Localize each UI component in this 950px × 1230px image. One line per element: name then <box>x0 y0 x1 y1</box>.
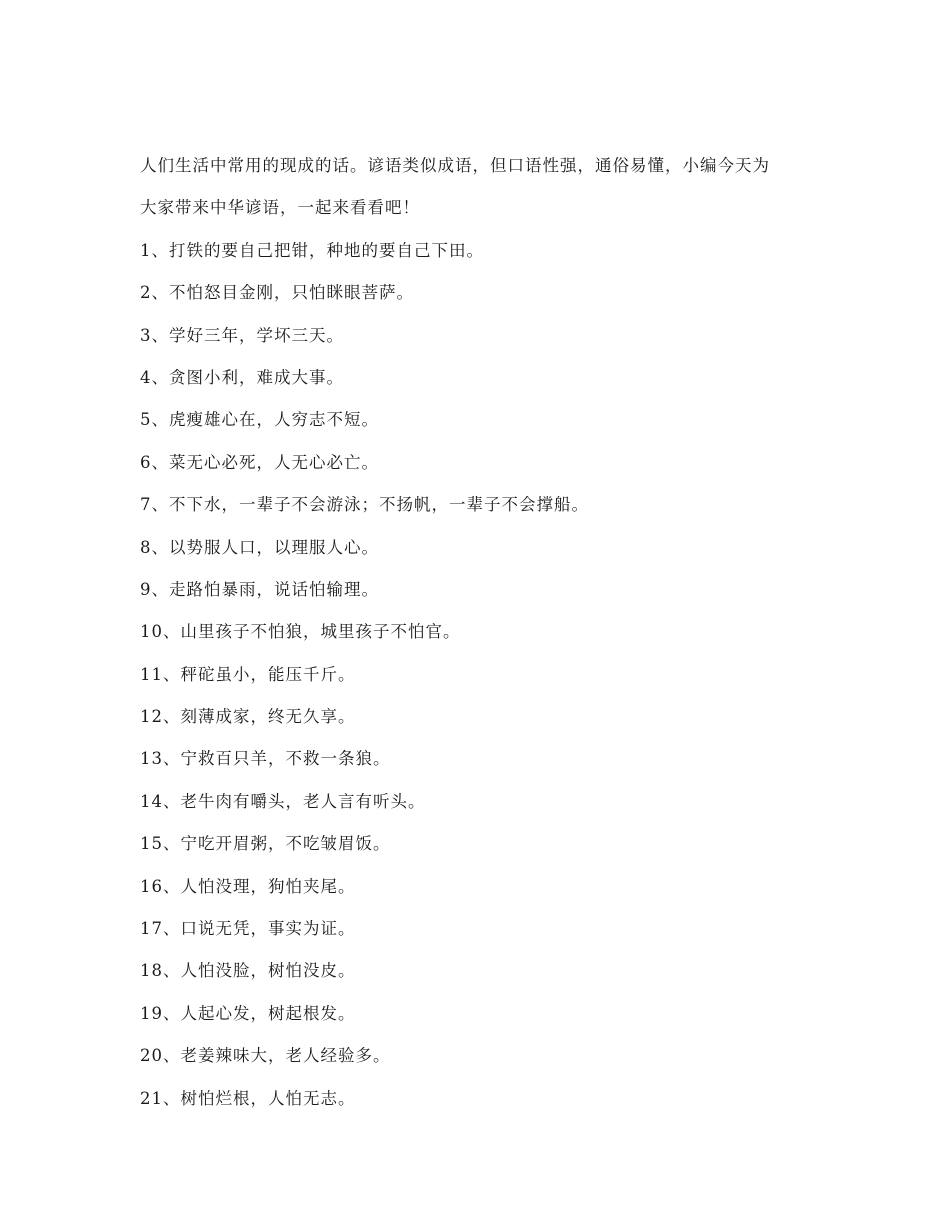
proverb-item: 10、山里孩子不怕狼，城里孩子不怕官。 <box>140 622 461 642</box>
proverb-item: 2、不怕怒目金刚，只怕眯眼菩萨。 <box>140 283 414 303</box>
proverb-item: 12、刻薄成家，终无久享。 <box>140 707 356 727</box>
proverb-item: 14、老牛肉有嚼头，老人言有听头。 <box>140 791 426 811</box>
proverb-item: 3、学好三年，学坏三天。 <box>140 325 344 345</box>
proverb-item: 21、树怕烂根，人怕无志。 <box>140 1088 356 1108</box>
proverb-item: 11、秤砣虽小，能压千斤。 <box>140 664 356 684</box>
proverb-item: 8、以势服人口，以理服人心。 <box>140 537 379 557</box>
proverb-item: 20、老姜辣味大，老人经验多。 <box>140 1046 391 1066</box>
intro-line: 人们生活中常用的现成的话。谚语类似成语，但口语性强，通俗易懂，小编今天为 <box>140 156 770 175</box>
proverb-item: 13、宁救百只羊，不救一条狼。 <box>140 749 391 769</box>
proverb-item: 15、宁吃开眉粥，不吃皱眉饭。 <box>140 834 391 854</box>
document-body <box>140 145 830 1120</box>
proverb-item: 16、人怕没理，狗怕夹尾。 <box>140 876 356 896</box>
proverb-item: 1、打铁的要自己把钳，种地的要自己下田。 <box>140 240 484 260</box>
proverb-item: 5、虎瘦雄心在，人穷志不短。 <box>140 410 379 430</box>
proverb-item: 18、人怕没脸，树怕没皮。 <box>140 961 356 981</box>
proverb-item: 7、不下水，一辈子不会游泳；不扬帆，一辈子不会撑船。 <box>140 495 589 515</box>
proverb-item: 17、口说无凭，事实为证。 <box>140 919 356 939</box>
proverb-item: 19、人起心发，树起根发。 <box>140 1003 356 1023</box>
proverb-item: 9、走路怕暴雨，说话怕输理。 <box>140 579 379 599</box>
intro-line: 大家带来中华谚语，一起来看看吧！ <box>140 198 420 218</box>
proverb-item: 6、菜无心必死，人无心必亡。 <box>140 452 379 472</box>
proverb-item: 4、贪图小利，难成大事。 <box>140 367 344 387</box>
